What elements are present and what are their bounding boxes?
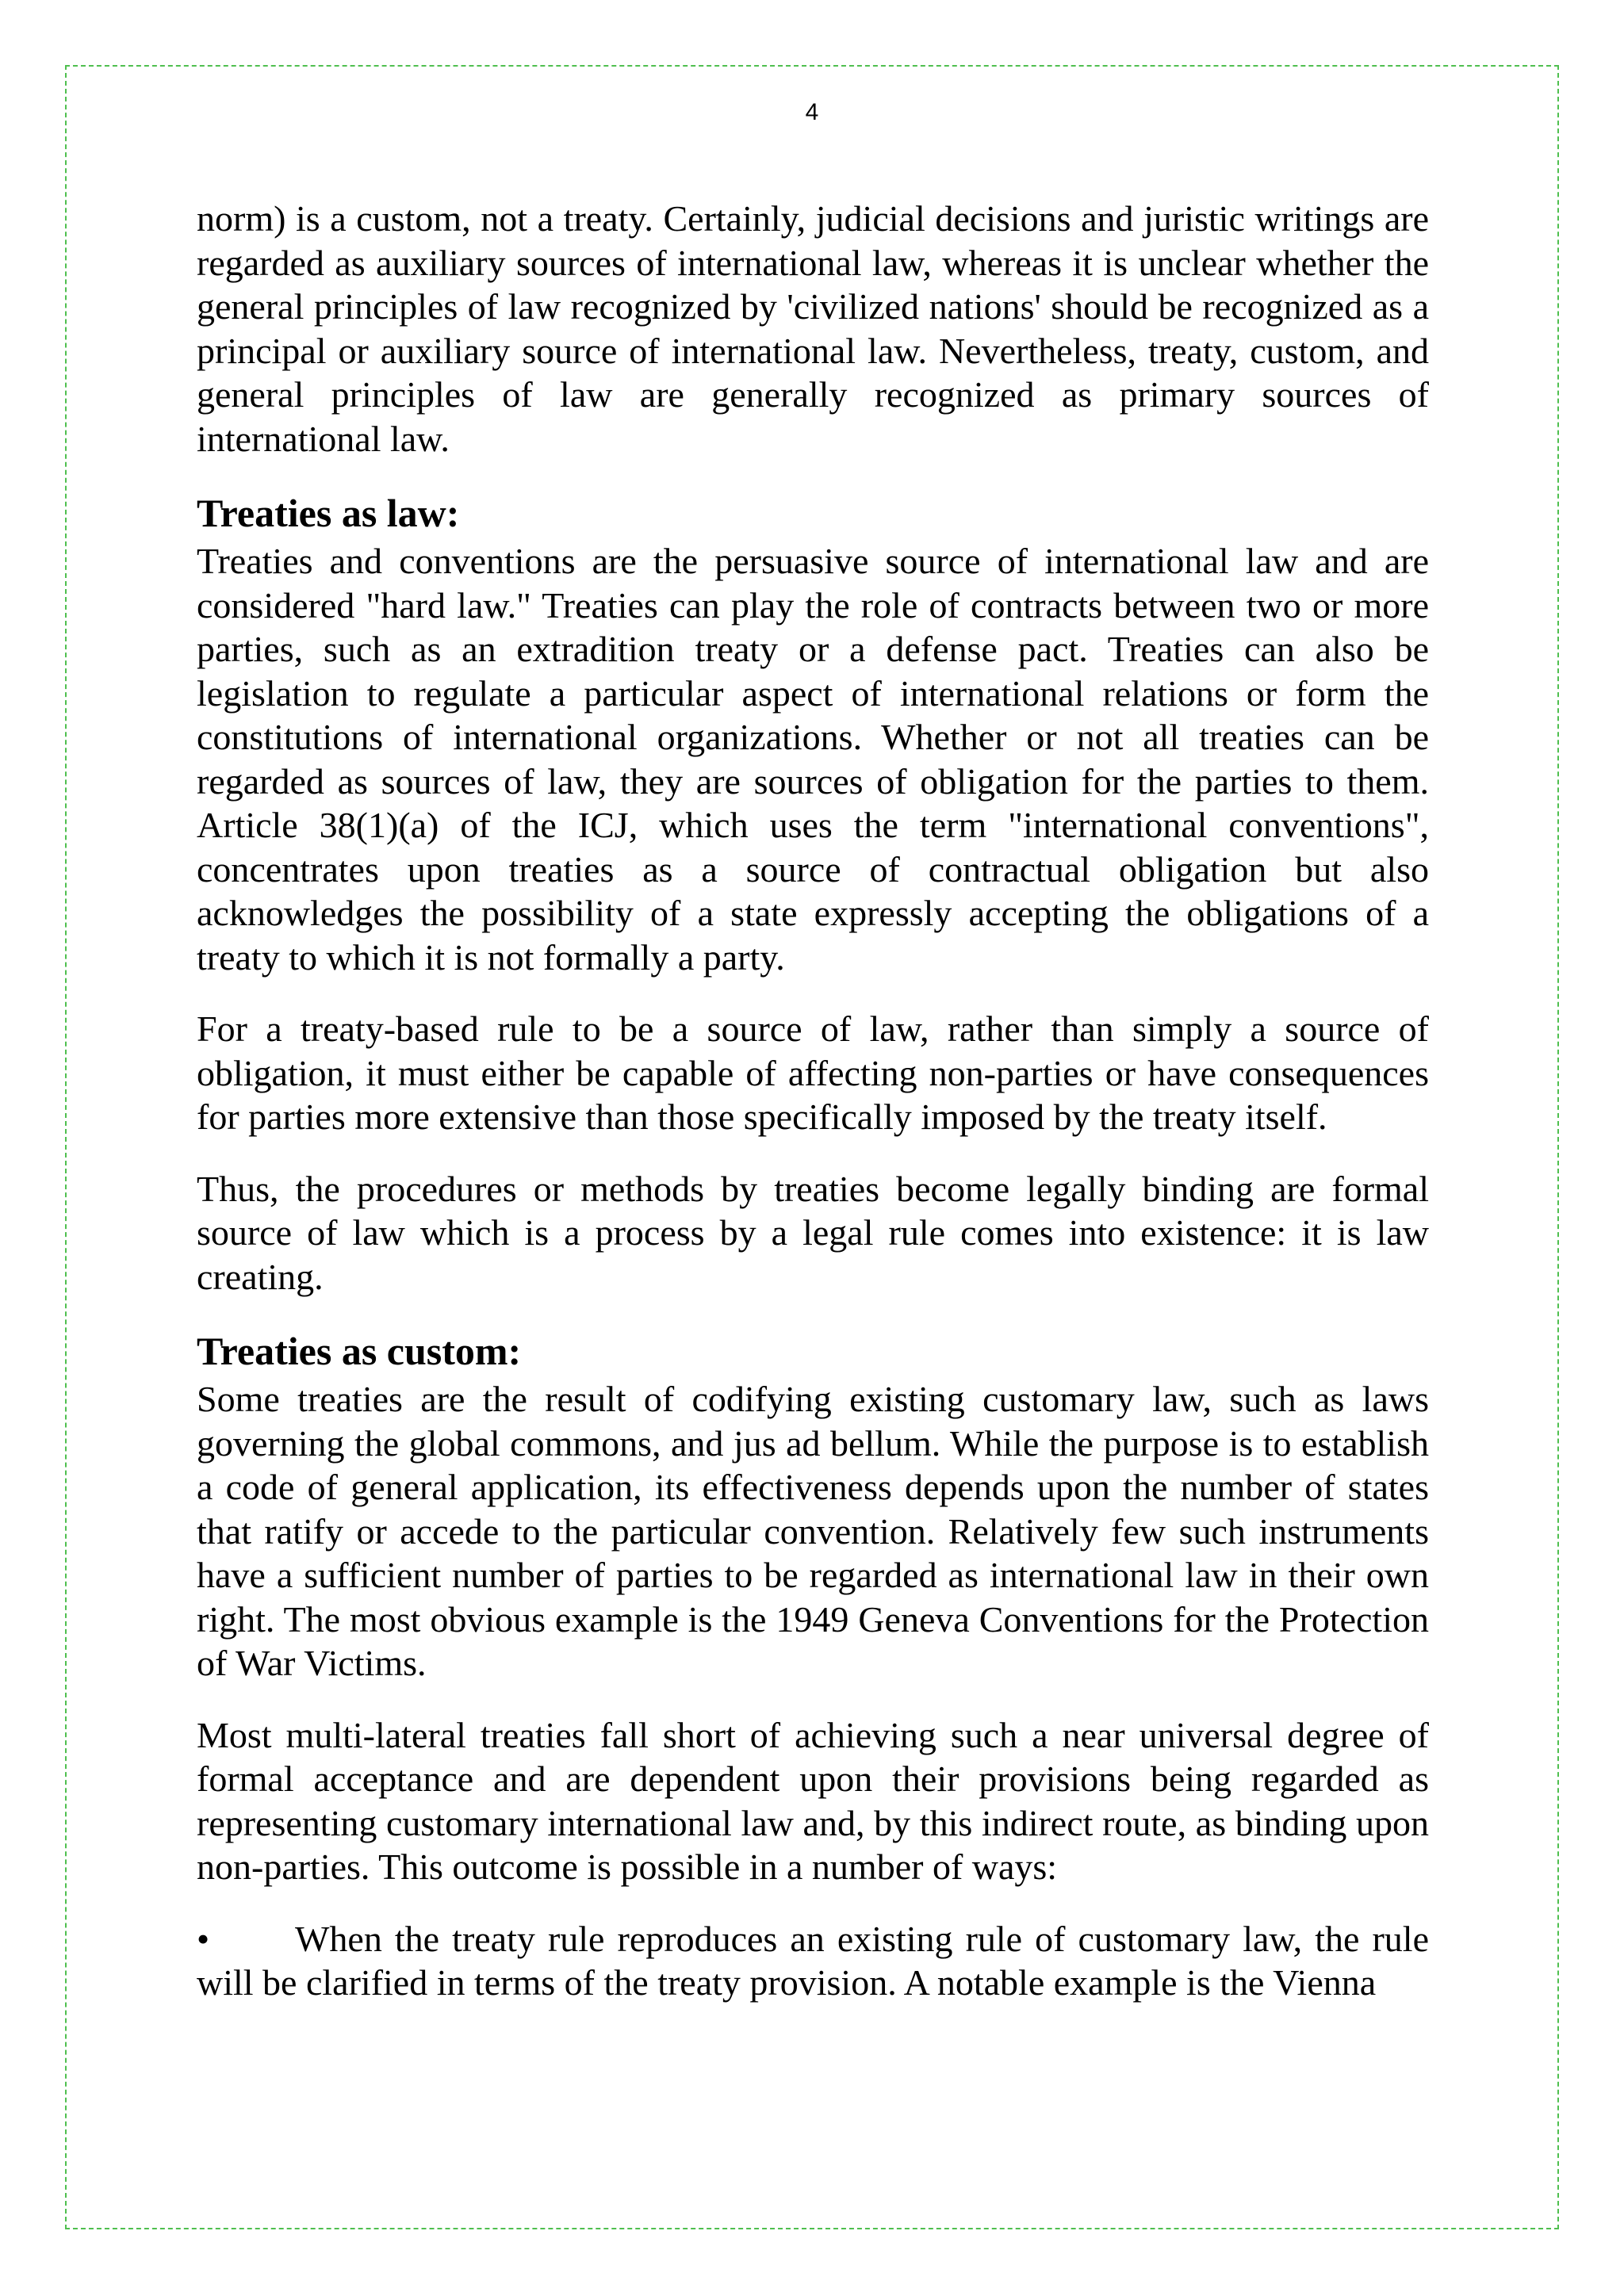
law-paragraph-3: Thus, the procedures or methods by treaties become legally binding are formal source of law which is a process by a legal rule comes into existence: it is law creating. xyxy=(197,1168,1429,1297)
page-number: 4 xyxy=(805,99,819,125)
custom-paragraph-1: Some treaties are the result of codifying existing customary law, such as laws governing the global commons, and jus ad bellum. While the purpose is to establish a code of general application, its effectiveness depends upon the number of states that ratify or accede to the particular convention. Relatively few such instruments have a sufficient number of parties to be regarded as international law in their own right. The most obvious example is the 1949 Geneva Conventions for the Protection of War Victims. xyxy=(197,1379,1429,1683)
heading-treaties-as-law: Treaties as law: xyxy=(197,491,460,535)
bullet-text: When the treaty rule reproduces an existing rule of customary law, the rule will be clarified in terms of the treaty provision. A notable example is the Vienna xyxy=(197,1918,1429,2003)
bullet-item xyxy=(197,1917,1429,2005)
law-paragraph-1: Treaties and conventions are the persuasive source of international law and are considered "hard law." Treaties can play the role of contracts between two or more parties, such as an extradition treaty or a defense pact. Treaties can also be legislation to regulate a particular aspect of international relations or form the constitutions of international organizations. Whether or not all treaties can be regarded as sources of law, they are sources of obligation for the parties to them. Article 38(1)(a) of the ICJ, which uses the term "international conventions", concentrates upon treaties as a source of contractual obligation but also acknowledges the possibility of a state expressly accepting the obligations of a treaty to which it is not formally a party. xyxy=(197,541,1429,978)
law-paragraph-2: For a treaty-based rule to be a source of law, rather than simply a source of obligation, it must either be capable of affecting non-parties or have consequences for parties more extensive than those specifically imposed by the treaty itself. xyxy=(197,1008,1429,1137)
document-body xyxy=(197,197,1429,2033)
heading-treaties-as-custom: Treaties as custom: xyxy=(197,1329,522,1373)
custom-paragraph-2: Most multi-lateral treaties fall short of achieving such a near universal degree of formal acceptance and are dependent upon their provisions being regarded as representing customary international law and, by this indirect route, as binding upon non-parties. This outcome is possible in a number of ways: xyxy=(197,1714,1429,1887)
bullet-icon: • xyxy=(197,1918,210,1959)
intro-paragraph: norm) is a custom, not a treaty. Certainly, judicial decisions and juristic writings are regarded as auxiliary sources of international law, whereas it is unclear whether the general principles of law recognized by 'civilized nations' should be recognized as a principal or auxiliary source of international law. Nevertheless, treaty, custom, and general principles of law are generally recognized as primary sources of international law. xyxy=(197,198,1429,459)
